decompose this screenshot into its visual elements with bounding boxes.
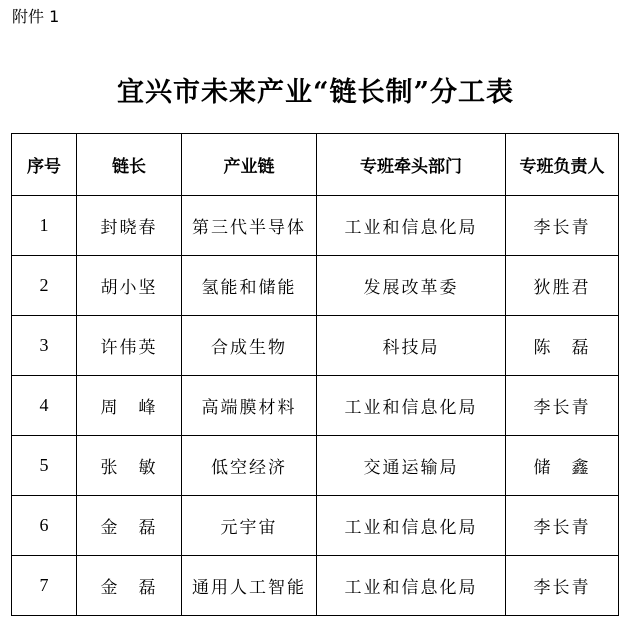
- cell-lead-department: 工业和信息化局: [317, 376, 506, 436]
- cell-person-in-charge: 李长青: [506, 196, 619, 256]
- header-industry-chain: 产业链: [182, 134, 317, 196]
- cell-lead-department: 工业和信息化局: [317, 556, 506, 616]
- table-row: [12, 256, 619, 316]
- cell-lead-department: 工业和信息化局: [317, 196, 506, 256]
- cell-industry-chain: 合成生物: [182, 316, 317, 376]
- document-title: 宜兴市未来产业“链长制”分工表: [116, 77, 515, 108]
- cell-chain-leader: 胡小坚: [77, 256, 182, 316]
- header-lead-department: 专班牵头部门: [317, 134, 506, 196]
- table-row: [12, 496, 619, 556]
- table-row: [12, 316, 619, 376]
- cell-industry-chain: 元宇宙: [182, 496, 317, 556]
- cell-person-in-charge: 狄胜君: [506, 256, 619, 316]
- cell-person-in-charge: 李长青: [506, 556, 619, 616]
- cell-chain-leader: 周 峰: [77, 376, 182, 436]
- header-person-in-charge: 专班负责人: [506, 134, 619, 196]
- cell-chain-leader: 封晓春: [77, 196, 182, 256]
- table-header-row: [12, 134, 619, 196]
- table-row: [12, 436, 619, 496]
- assignment-table: [11, 133, 619, 616]
- cell-serial-number: 6: [12, 496, 77, 556]
- cell-chain-leader: 张 敏: [77, 436, 182, 496]
- cell-lead-department: 交通运输局: [317, 436, 506, 496]
- header-serial-number: 序号: [12, 134, 77, 196]
- cell-lead-department: 科技局: [317, 316, 506, 376]
- cell-person-in-charge: 储 鑫: [506, 436, 619, 496]
- table-row: [12, 556, 619, 616]
- cell-industry-chain: 第三代半导体: [182, 196, 317, 256]
- cell-chain-leader: 许伟英: [77, 316, 182, 376]
- cell-serial-number: 2: [12, 256, 77, 316]
- cell-person-in-charge: 李长青: [506, 376, 619, 436]
- cell-serial-number: 1: [12, 196, 77, 256]
- cell-lead-department: 发展改革委: [317, 256, 506, 316]
- cell-serial-number: 4: [12, 376, 77, 436]
- cell-serial-number: 3: [12, 316, 77, 376]
- attachment-label: 附件 1: [12, 7, 60, 26]
- cell-chain-leader: 金 磊: [77, 496, 182, 556]
- cell-person-in-charge: 李长青: [506, 496, 619, 556]
- table-row: [12, 376, 619, 436]
- assignment-table-container: [11, 133, 619, 616]
- cell-person-in-charge: 陈 磊: [506, 316, 619, 376]
- cell-serial-number: 5: [12, 436, 77, 496]
- cell-industry-chain: 低空经济: [182, 436, 317, 496]
- table-row: [12, 196, 619, 256]
- cell-serial-number: 7: [12, 556, 77, 616]
- cell-industry-chain: 氢能和储能: [182, 256, 317, 316]
- cell-industry-chain: 通用人工智能: [182, 556, 317, 616]
- header-chain-leader: 链长: [77, 134, 182, 196]
- cell-chain-leader: 金 磊: [77, 556, 182, 616]
- cell-lead-department: 工业和信息化局: [317, 496, 506, 556]
- cell-industry-chain: 高端膜材料: [182, 376, 317, 436]
